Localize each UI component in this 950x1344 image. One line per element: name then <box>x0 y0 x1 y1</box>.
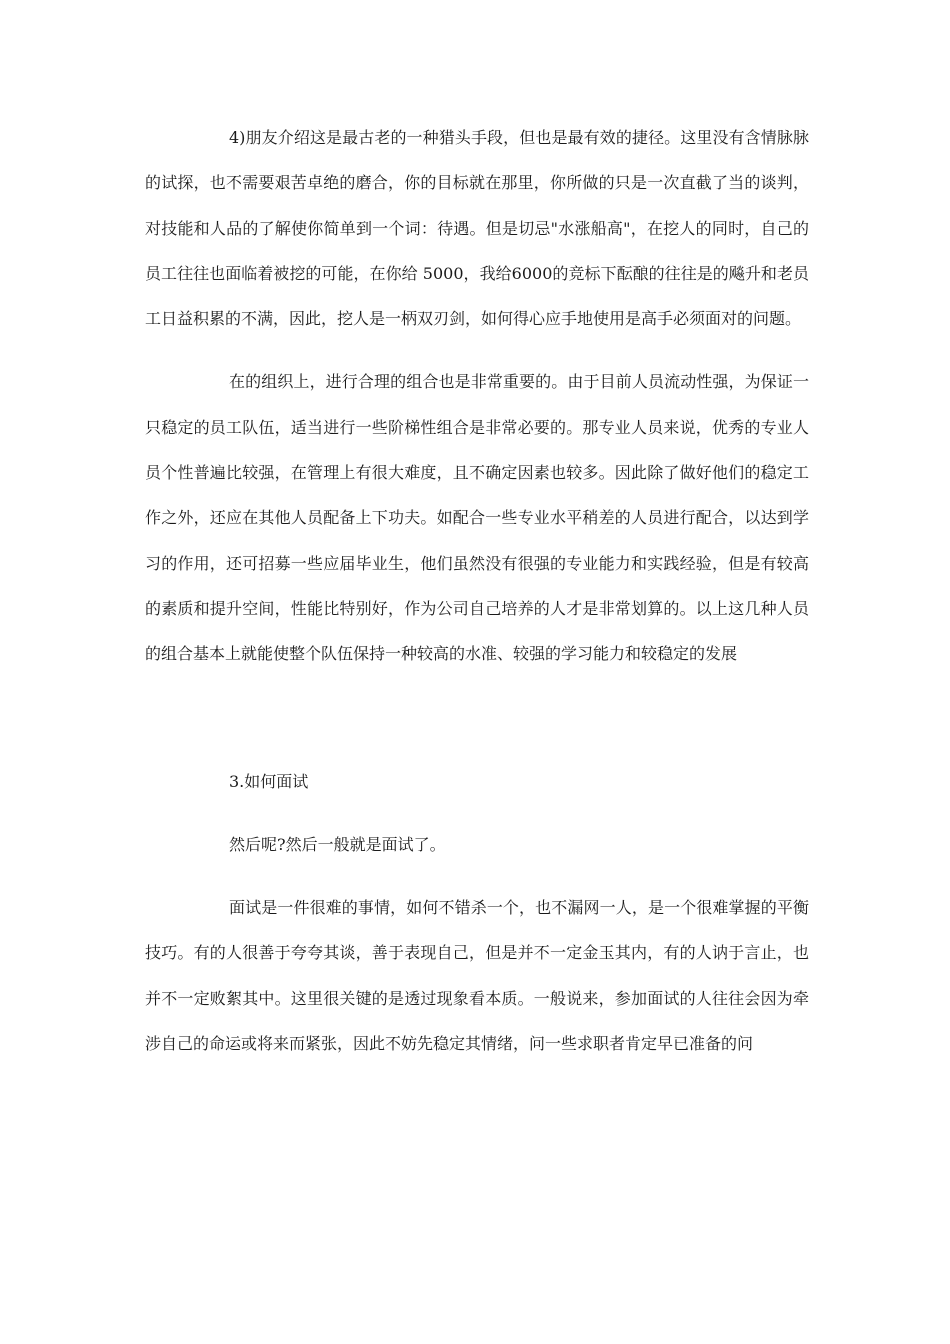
document-body <box>145 115 809 1066</box>
paragraph-spacer <box>145 867 809 885</box>
paragraph-interview-difficulty: 面试是一件很难的事情，如何不错杀一个，也不漏网一人，是一个很难掌握的平衡技巧。有的人很善于夸夸其谈，善于表现自己，但是并不一定金玉其内，有的人讷于言止，也并不一定败絮其中。这里很关键的是透过现象看本质。一般说来，参加面试的人往往会因为牵涉自己的命运或将来而紧张，因此不妨先稳定其情绪，问一些求职者肯定早已准备的问 <box>145 898 809 1054</box>
paragraph-spacer <box>145 804 809 822</box>
section-heading-interview: 3.如何面试 <box>229 771 309 791</box>
paragraph-headhunting-referral: 4)朋友介绍这是最古老的一种猎头手段，但也是最有效的捷径。这里没有含情脉脉的试探，也不需要艰苦卓绝的磨合，你的目标就在那里，你所做的只是一次直截了当的谈判，对技能和人品的了解使你简单到一个词：待遇。但是切忌"水涨船高"，在挖人的同时，自己的员工往往也面临着被挖的可能，在你给 5000，我给6000的竞标下酝酿的往往是的飚升和老员工日益积累的不满，因此，挖人是一柄双刃剑，如何得心应手地使用是高手必须面对的问题。 <box>145 128 809 329</box>
section-spacer <box>145 677 809 759</box>
paragraph-spacer <box>145 341 809 359</box>
paragraph-then-interview: 然后呢?然后一般就是面试了。 <box>229 834 446 854</box>
paragraph-team-composition: 在的组织上，进行合理的组合也是非常重要的。由于目前人员流动性强，为保证一只稳定的员工队伍，适当进行一些阶梯性组合是非常必要的。那专业人员来说，优秀的专业人员个性普遍比较强，在管理上有很大难度，且不确定因素也较多。因此除了做好他们的稳定工作之外，还应在其他人员配备上下功夫。如配合一些专业水平稍差的人员进行配合，以达到学习的作用，还可招募一些应届毕业生，他们虽然没有很强的专业能力和实践经验，但是有较高的素质和提升空间，性能比特别好，作为公司自己培养的人才是非常划算的。以上这几种人员的组合基本上就能使整个队伍保持一种较高的水准、较强的学习能力和较稳定的发展 <box>145 372 809 664</box>
